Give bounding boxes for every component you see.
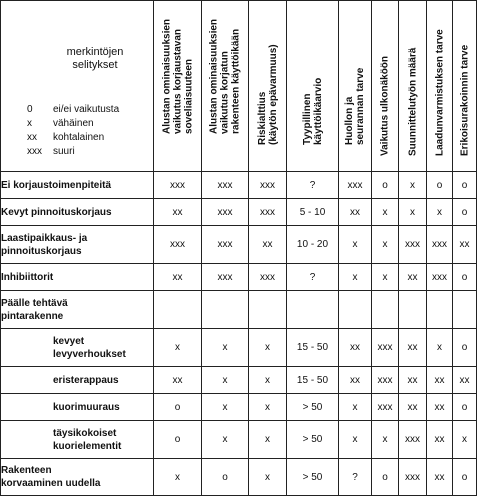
table-cell: x (249, 329, 287, 367)
table-cell: x (399, 172, 427, 199)
table-cell: xxx (154, 172, 202, 199)
table-cell: x (339, 394, 372, 421)
table-cell: x (339, 421, 372, 459)
table-cell: xx (399, 394, 427, 421)
table-cell: o (202, 459, 249, 496)
table-cell: xxx (372, 329, 399, 367)
legend-item (27, 145, 119, 159)
table-cell: o (453, 172, 477, 199)
column-header-text: Tyypillinen käyttöikäarvio (301, 77, 324, 145)
row-label: Rakenteen korvaaminen uudella (1, 459, 154, 496)
table-row (1, 226, 477, 264)
table-cell: xxx (154, 226, 202, 264)
table-cell: xx (339, 329, 372, 367)
table-cell: o (453, 329, 477, 367)
table-cell (453, 291, 477, 329)
table-cell: x (154, 459, 202, 496)
table-cell (372, 291, 399, 329)
row-label: Ei korjaustoimenpiteitä (1, 172, 154, 199)
table-cell: ? (287, 172, 339, 199)
table-cell: x (453, 421, 477, 459)
table-cell: xxx (372, 367, 399, 394)
column-header (154, 1, 202, 172)
table-cell: o (453, 264, 477, 291)
table-cell: xxx (202, 199, 249, 226)
table-cell (154, 291, 202, 329)
legend-item (27, 103, 119, 117)
row-label: täysikokoiset kuorielementit (1, 421, 154, 459)
table-cell: x (249, 367, 287, 394)
table-cell (427, 291, 453, 329)
table-cell: xxx (372, 394, 399, 421)
table-body (1, 172, 477, 496)
table-cell: x (249, 421, 287, 459)
table-cell: x (249, 459, 287, 496)
column-header (427, 1, 453, 172)
table-cell: xxx (399, 459, 427, 496)
table-cell: xx (453, 226, 477, 264)
table-cell: xx (427, 367, 453, 394)
table-row (1, 329, 477, 367)
table-cell: ? (339, 459, 372, 496)
row-label: Inhibiittorit (1, 264, 154, 291)
table-cell: x (372, 226, 399, 264)
table-cell: x (372, 421, 399, 459)
table-cell: > 50 (287, 459, 339, 496)
table-cell: x (427, 329, 453, 367)
legend-item (27, 131, 119, 145)
table-cell: x (202, 394, 249, 421)
table-cell: xx (154, 264, 202, 291)
table-cell (399, 291, 427, 329)
table-cell: x (202, 329, 249, 367)
table-cell: xx (249, 226, 287, 264)
column-header-text: Suunnittelutyön määrä (407, 47, 418, 156)
table-cell: xx (339, 367, 372, 394)
column-header (249, 1, 287, 172)
table-cell: xx (154, 199, 202, 226)
row-label: Laastipaikkaus- ja pinnoituskorjaus (1, 226, 154, 264)
table-cell: 5 - 10 (287, 199, 339, 226)
table-row (1, 421, 477, 459)
column-header-text: Laadunvarmistuksen tarve (434, 29, 445, 156)
column-header (453, 1, 477, 172)
table-cell (287, 291, 339, 329)
column-header-text: Alustan ominaisuuksien vaikutus korjatun rakenteen käyttöikään (208, 18, 242, 134)
column-header (399, 1, 427, 172)
legend-symbol: 0 (27, 104, 33, 115)
column-header-text: Vaikutus ulkonäköön (379, 55, 391, 156)
column-header-text: Alustan ominaisuuksien vaikutus korjaustavan soveliaisuuteen (161, 18, 194, 134)
row-label: eristerappaus (1, 367, 154, 394)
table-cell (202, 291, 249, 329)
column-header-text: Huollon ja seurannan tarve (344, 67, 366, 145)
table-cell: xx (453, 367, 477, 394)
table-cell: x (339, 264, 372, 291)
table-cell: x (427, 199, 453, 226)
row-label: Päälle tehtävä pintarakenne (1, 291, 154, 329)
table-row (1, 291, 477, 329)
table-cell: xxx (202, 172, 249, 199)
table-cell: xx (154, 367, 202, 394)
table-cell: o (372, 172, 399, 199)
table-cell: o (453, 459, 477, 496)
table-row (1, 367, 477, 394)
table-cell: x (339, 226, 372, 264)
table-cell: xxx (202, 264, 249, 291)
table-cell: x (202, 367, 249, 394)
legend-symbol: xxx (27, 146, 42, 157)
table-cell: xx (399, 329, 427, 367)
table-cell: x (372, 199, 399, 226)
table-row (1, 394, 477, 421)
table-cell: 10 - 20 (287, 226, 339, 264)
table-cell: xxx (339, 172, 372, 199)
legend-list (27, 103, 119, 159)
column-header-text: Erikoisurakoinnin tarve (459, 44, 470, 156)
table-cell: xxx (249, 199, 287, 226)
table-cell: xxx (399, 226, 427, 264)
table-cell: ? (287, 264, 339, 291)
table-cell: xxx (249, 172, 287, 199)
column-header (287, 1, 339, 172)
table-cell: o (154, 421, 202, 459)
table-cell: xxx (399, 421, 427, 459)
table-cell: x (372, 264, 399, 291)
table-cell: > 50 (287, 394, 339, 421)
table-cell: xx (399, 367, 427, 394)
table-cell: xx (339, 199, 372, 226)
table-cell (339, 291, 372, 329)
legend-description: ei/ei vaikutusta (53, 104, 120, 115)
table-cell: > 50 (287, 421, 339, 459)
table-cell: xx (399, 264, 427, 291)
table-cell: o (372, 459, 399, 496)
column-header (372, 1, 399, 172)
table-cell: xx (427, 421, 453, 459)
legend-description: suuri (53, 146, 75, 157)
table-cell: xxx (427, 226, 453, 264)
table-cell: o (427, 172, 453, 199)
row-label: Kevyt pinnoituskorjaus (1, 199, 154, 226)
table-row (1, 199, 477, 226)
table-cell: xxx (202, 226, 249, 264)
table-cell: xxx (427, 264, 453, 291)
table-row (1, 172, 477, 199)
table-cell: xxx (249, 264, 287, 291)
column-header (202, 1, 249, 172)
table-row (1, 459, 477, 496)
legend-symbol: x (27, 118, 32, 129)
row-label: kevyet levyverhoukset (1, 329, 154, 367)
table-cell: x (202, 421, 249, 459)
table-cell: xx (427, 459, 453, 496)
table-cell: x (399, 199, 427, 226)
table-cell: 15 - 50 (287, 329, 339, 367)
legend-title: merkintöjen selitykset (66, 46, 124, 71)
column-header-text: Riskialttius (käytön epävarmuus) (256, 44, 279, 145)
column-header (339, 1, 372, 172)
table-cell: o (453, 199, 477, 226)
row-label: kuorimuuraus (1, 394, 154, 421)
table-row (1, 264, 477, 291)
legend-description: kohtalainen (53, 132, 105, 143)
legend-item (27, 117, 119, 131)
table-cell: x (249, 394, 287, 421)
table-cell: 15 - 50 (287, 367, 339, 394)
table-cell (249, 291, 287, 329)
table-cell: o (154, 394, 202, 421)
table-cell: x (154, 329, 202, 367)
table-cell: o (453, 394, 477, 421)
legend-symbol: xx (27, 132, 37, 143)
table-cell: xx (427, 394, 453, 421)
legend-description: vähäinen (53, 118, 94, 129)
